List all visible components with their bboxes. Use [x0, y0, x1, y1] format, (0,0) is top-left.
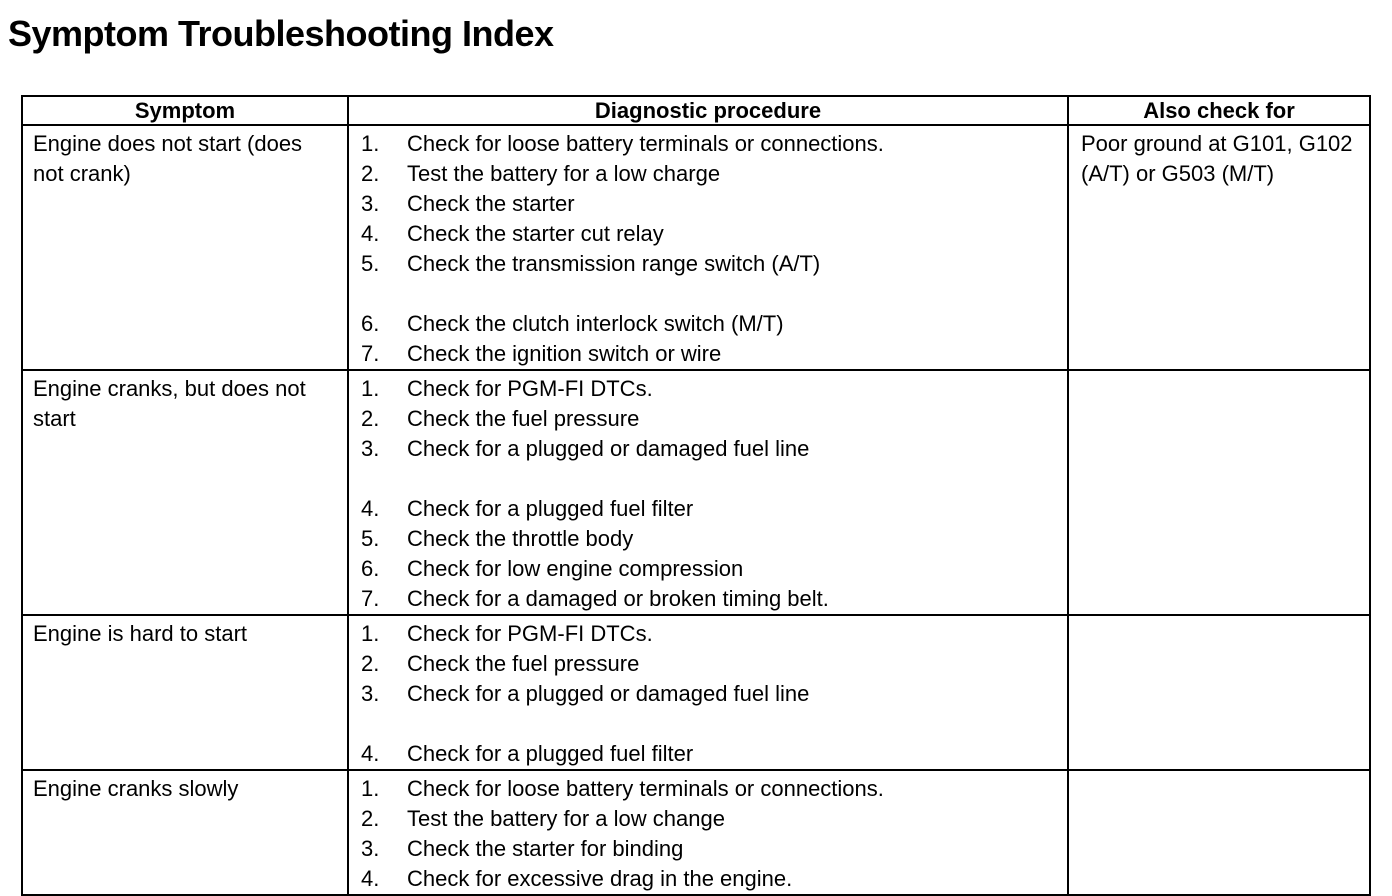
- step-number: 2.: [361, 406, 380, 431]
- step-text: Check for a plugged fuel filter: [407, 741, 694, 766]
- step-text: Check for a damaged or broken timing belt.: [407, 586, 829, 611]
- also-check-cell: [1068, 770, 1370, 895]
- step-number: 3.: [361, 681, 380, 706]
- also-check-cell: [1068, 615, 1370, 770]
- also-check-cell: [1068, 370, 1370, 615]
- step-number: 1.: [361, 776, 380, 801]
- procedure-step: [361, 189, 1061, 219]
- symptom-index-table: [21, 95, 1371, 896]
- step-number: 5.: [361, 526, 380, 551]
- procedure-step: [361, 309, 1061, 339]
- table-row: [22, 770, 1370, 895]
- step-number: 7.: [361, 586, 380, 611]
- step-text: Check the starter cut relay: [407, 221, 664, 246]
- step-number: 7.: [361, 341, 380, 366]
- step-text: Check the transmission range switch (A/T): [407, 251, 821, 276]
- step-text: Check the starter: [407, 191, 575, 216]
- column-header-symptom: Symptom: [22, 96, 348, 125]
- step-text: Check the fuel pressure: [407, 406, 640, 431]
- procedure-cell: [348, 770, 1068, 895]
- procedure-cell: [348, 125, 1068, 370]
- step-text: Check the ignition switch or wire: [407, 341, 722, 366]
- step-number: 1.: [361, 376, 380, 401]
- procedure-step: [361, 494, 1061, 524]
- procedure-step: [361, 339, 1061, 369]
- symptom-cell: Engine cranks slowly: [22, 770, 348, 895]
- step-number: 2.: [361, 806, 380, 831]
- step-text: Test the battery for a low charge: [407, 161, 721, 186]
- step-text: Check for a plugged or damaged fuel line: [407, 681, 810, 706]
- step-number: 1.: [361, 621, 380, 646]
- page-title: Symptom Troubleshooting Index: [8, 13, 554, 54]
- step-text: Check the starter for binding: [407, 836, 684, 861]
- step-text: Check the throttle body: [407, 526, 634, 551]
- symptom-cell: Engine does not start (does not crank): [22, 125, 348, 370]
- step-number: 1.: [361, 131, 380, 156]
- step-text: Check for PGM-FI DTCs.: [407, 621, 653, 646]
- procedure-step: [361, 619, 1061, 649]
- procedure-step: [361, 159, 1061, 189]
- step-number: 2.: [361, 651, 380, 676]
- step-number: 3.: [361, 191, 380, 216]
- step-number: 4.: [361, 496, 380, 521]
- step-text: Check for a plugged or damaged fuel line: [407, 436, 810, 461]
- procedure-step: [361, 864, 1061, 894]
- step-text: Check the fuel pressure: [407, 651, 640, 676]
- symptom-cell: Engine is hard to start: [22, 615, 348, 770]
- step-number: 4.: [361, 741, 380, 766]
- step-text: Check for excessive drag in the engine.: [407, 866, 793, 891]
- procedure-step: [361, 554, 1061, 584]
- procedure-step: [361, 739, 1061, 769]
- table-row: [22, 370, 1370, 615]
- procedure-step: [361, 584, 1061, 614]
- step-text: Check for PGM-FI DTCs.: [407, 376, 653, 401]
- step-number: 4.: [361, 866, 380, 891]
- table-row: [22, 125, 1370, 370]
- step-text: Check for loose battery terminals or connections.: [407, 776, 884, 801]
- step-number: 3.: [361, 436, 380, 461]
- step-text: Check for low engine compression: [407, 556, 744, 581]
- procedure-step: [361, 129, 1061, 159]
- procedure-step: [361, 404, 1061, 434]
- table-row: [22, 615, 1370, 770]
- procedure-step: [361, 774, 1061, 804]
- symptom-cell: Engine cranks, but does not start: [22, 370, 348, 615]
- procedure-step: [361, 524, 1061, 554]
- step-number: 6.: [361, 311, 380, 336]
- procedure-cell: [348, 615, 1068, 770]
- step-text: Check the clutch interlock switch (M/T): [407, 311, 784, 336]
- procedure-step: [361, 804, 1061, 834]
- column-header-also-check: Also check for: [1068, 96, 1370, 125]
- step-number: 2.: [361, 161, 380, 186]
- column-header-procedure: Diagnostic procedure: [348, 96, 1068, 125]
- step-text: Check for a plugged fuel filter: [407, 496, 694, 521]
- procedure-step: [361, 679, 1061, 709]
- step-number: 5.: [361, 251, 380, 276]
- procedure-step: [361, 834, 1061, 864]
- step-text: Test the battery for a low change: [407, 806, 725, 831]
- procedure-step: [361, 219, 1061, 249]
- step-number: 4.: [361, 221, 380, 246]
- procedure-step: [361, 249, 1061, 279]
- step-text: Check for loose battery terminals or connections.: [407, 131, 884, 156]
- procedure-cell: [348, 370, 1068, 615]
- also-check-cell: Poor ground at G101, G102 (A/T) or G503 (M/T): [1068, 125, 1370, 370]
- table-header-row: [22, 96, 1370, 125]
- procedure-step: [361, 434, 1061, 464]
- procedure-step: [361, 374, 1061, 404]
- procedure-step: [361, 649, 1061, 679]
- step-number: 6.: [361, 556, 380, 581]
- step-number: 3.: [361, 836, 380, 861]
